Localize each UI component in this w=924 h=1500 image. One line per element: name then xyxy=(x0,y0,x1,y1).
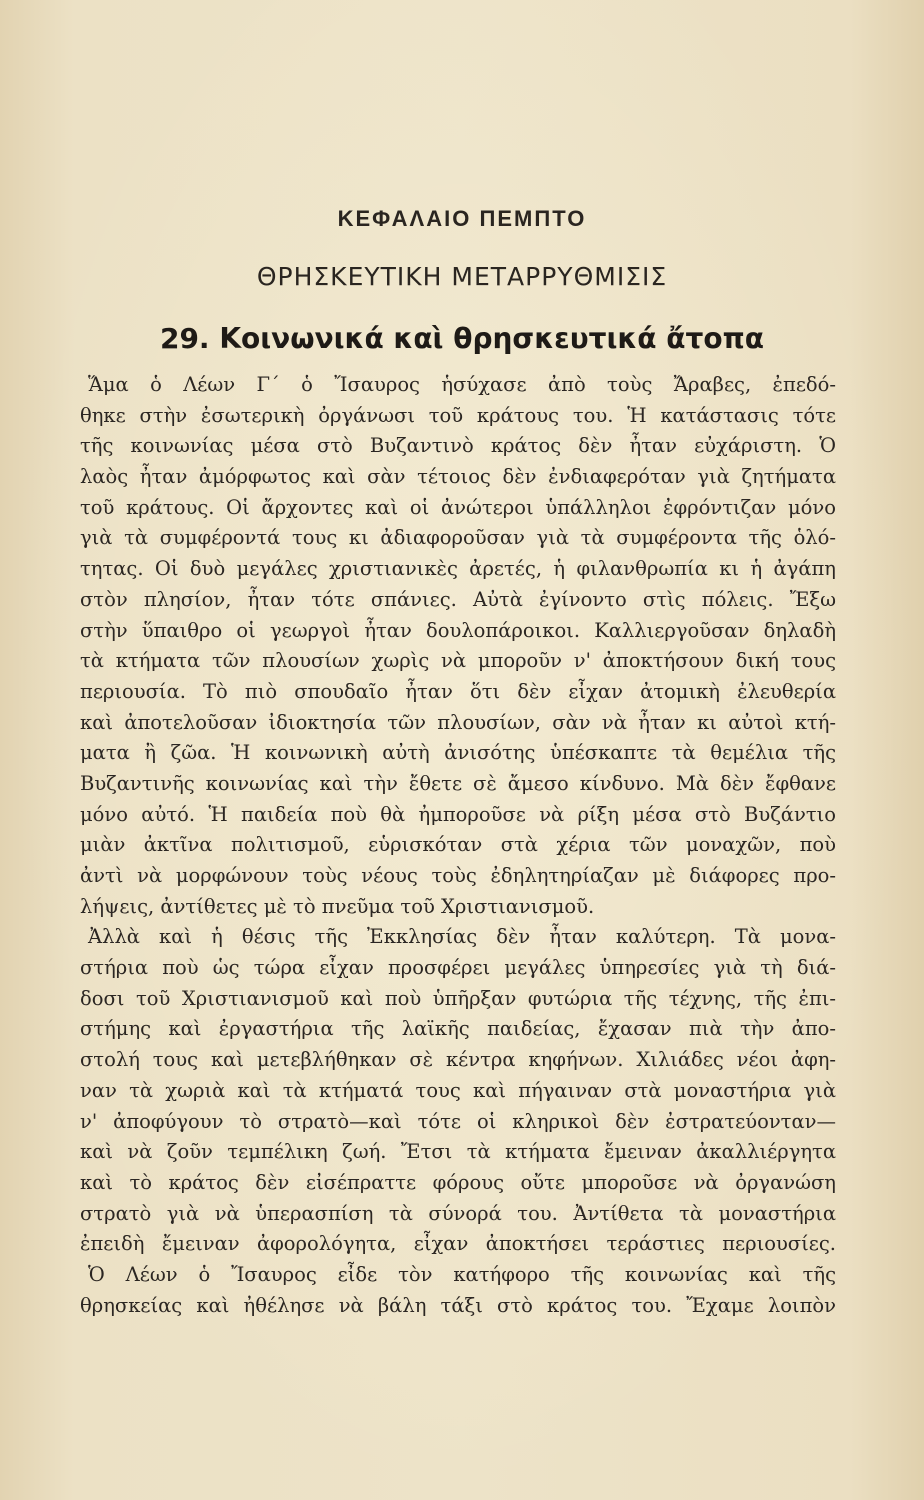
text-line: λήψεις, ἀντίθετες μὲ τὸ πνεῦμα τοῦ Χριστιανισμοῦ. xyxy=(80,894,595,918)
text-line: καὶ νὰ ζοῦν τεμπέλικη ζωή. Ἔτσι τὰ κτήματα ἔμειναν ἀκαλλιέργητα xyxy=(80,1140,836,1164)
text-line: τοῦ κράτους. Οἱ ἄρχοντες καὶ οἱ ἀνώτεροι ὑπάλληλοι ἐφρόντιζαν μόνο xyxy=(80,495,836,519)
text-line: στὴν ὕπαιθρο οἱ γεωργοὶ ἦταν δουλοπάροικοι. Καλλιεργοῦσαν δηλαδὴ xyxy=(80,618,836,642)
text-line: τητας. Οἱ δυὸ μεγάλες χριστιανικὲς ἀρετές, ἡ φιλανθρωπία κι ἡ ἀγάπη xyxy=(80,557,836,581)
text-line: Βυζαντινῆς κοινωνίας καὶ τὴν ἔθετε σὲ ἄμεσο κίνδυνο. Μὰ δὲν ἔφθανε xyxy=(80,771,836,795)
text-line: δοσι τοῦ Χριστιανισμοῦ καὶ ποὺ ὑπῆρξαν φυτώρια τῆς τέχνης, τῆς ἐπι- xyxy=(80,986,836,1010)
text-line: ναν τὰ χωριὰ καὶ τὰ κτήματά τους καὶ πήγαιναν στὰ μοναστήρια γιὰ xyxy=(80,1078,836,1102)
text-line: στρατὸ γιὰ νὰ ὑπερασπίση τὰ σύνορά του. Ἀντίθετα τὰ μοναστήρια xyxy=(80,1201,836,1225)
text-line: στήρια ποὺ ὡς τώρα εἶχαν προσφέρει μεγάλες ὑπηρεσίες γιὰ τὴ διά- xyxy=(80,956,836,980)
text-line: λαὸς ἦταν ἀμόρφωτος καὶ σὰν τέτοιος δὲν ἐνδιαφερόταν γιὰ ζητήματα xyxy=(80,465,836,489)
text-line: καὶ ἀποτελοῦσαν ἰδιοκτησία τῶν πλουσίων, σὰν νὰ ἦταν κι αὐτοὶ κτή- xyxy=(80,710,836,734)
text-line: καὶ τὸ κράτος δὲν εἰσέπραττε φόρους οὔτε μποροῦσε νὰ ὀργανώση xyxy=(80,1170,836,1194)
text-line: τὰ κτήματα τῶν πλουσίων χωρὶς νὰ μποροῦν ν' ἀποκτήσουν δική τους xyxy=(80,649,836,673)
text-line: ἐπειδὴ ἔμειναν ἀφορολόγητα, εἶχαν ἀποκτήσει τεράστιες περιουσίες. xyxy=(80,1232,836,1256)
text-line: ν' ἀποφύγουν τὸ στρατὸ—καὶ τότε οἱ κληρικοὶ δὲν ἐστρατεύονταν— xyxy=(80,1109,836,1133)
text-line: στήμης καὶ ἐργαστήρια τῆς λαϊκῆς παιδείας, ἔχασαν πιὰ τὴν ἀπο- xyxy=(80,1017,836,1041)
text-line: στολή τους καὶ μετεβλήθηκαν σὲ κέντρα κηφήνων. Χιλιάδες νέοι ἀφη- xyxy=(80,1048,836,1072)
text-line: γιὰ τὰ συμφέροντά τους κι ἀδιαφοροῦσαν γιὰ τὰ συμφέροντα τῆς ὁλό- xyxy=(80,526,836,550)
text-line: θηκε στὴν ἐσωτερικὴ ὀργάνωσι τοῦ κράτους του. Ἡ κατάστασις τότε xyxy=(80,403,836,427)
text-line: τῆς κοινωνίας μέσα στὸ Βυζαντινὸ κράτος δὲν ἦταν εὐχάριστη. Ὁ xyxy=(80,434,836,458)
text-line: Ἀλλὰ καὶ ἡ θέσις τῆς Ἐκκλησίας δὲν ἦταν καλύτερη. Τὰ μονα- xyxy=(88,925,836,949)
text-line: Ὁ Λέων ὁ Ἴσαυρος εἶδε τὸν κατήφορο τῆς κοινωνίας καὶ τῆς xyxy=(88,1262,836,1286)
section-heading: 29. Κοινωνικά καὶ θρησκευτικά ἄτοπα xyxy=(159,322,765,355)
body-text xyxy=(80,370,836,1321)
text-line: θρησκείας καὶ ἠθέλησε νὰ βάλη τάξι στὸ κράτος του. Ἔχαμε λοιπὸν xyxy=(80,1293,836,1317)
chapter-title: ΘΡΗΣΚΕΥΤΙΚΗ ΜΕΤΑΡΡΥΘΜΙΣΙΣ xyxy=(256,262,668,291)
text-line: ματα ἢ ζῶα. Ἡ κοινωνικὴ αὐτὴ ἀνισότης ὑπέσκαπτε τὰ θεμέλια τῆς xyxy=(80,741,836,765)
text-line: Ἅμα ὁ Λέων Γ΄ ὁ Ἴσαυρος ἡσύχασε ἀπὸ τοὺς Ἄραβες, ἐπεδό- xyxy=(88,373,836,396)
text-line: στὸν πλησίον, ἦταν τότε σπάνιες. Αὐτὰ ἐγίνοντο στὶς πόλεις. Ἔξω xyxy=(80,587,836,611)
text-line: μόνο αὐτό. Ἡ παιδεία ποὺ θὰ ἠμποροῦσε νὰ ρίξη μέσα στὸ Βυζάντιο xyxy=(80,802,836,826)
text-line: μιὰν ἀκτῖνα πολιτισμοῦ, εὑρισκόταν στὰ χέρια τῶν μοναχῶν, ποὺ xyxy=(80,833,836,857)
text-line: περιουσία. Τὸ πιὸ σπουδαῖο ἦταν ὅτι δὲν εἶχαν ἀτομικὴ ἐλευθερία xyxy=(80,679,836,703)
chapter-label: ΚΕΦΑΛΑΙΟ ΠΕΜΠΤΟ xyxy=(337,206,587,231)
text-line: ἀντὶ νὰ μορφώνουν τοὺς νέους τοὺς ἐδηλητηρίαζαν μὲ διάφορες προ- xyxy=(80,864,836,887)
